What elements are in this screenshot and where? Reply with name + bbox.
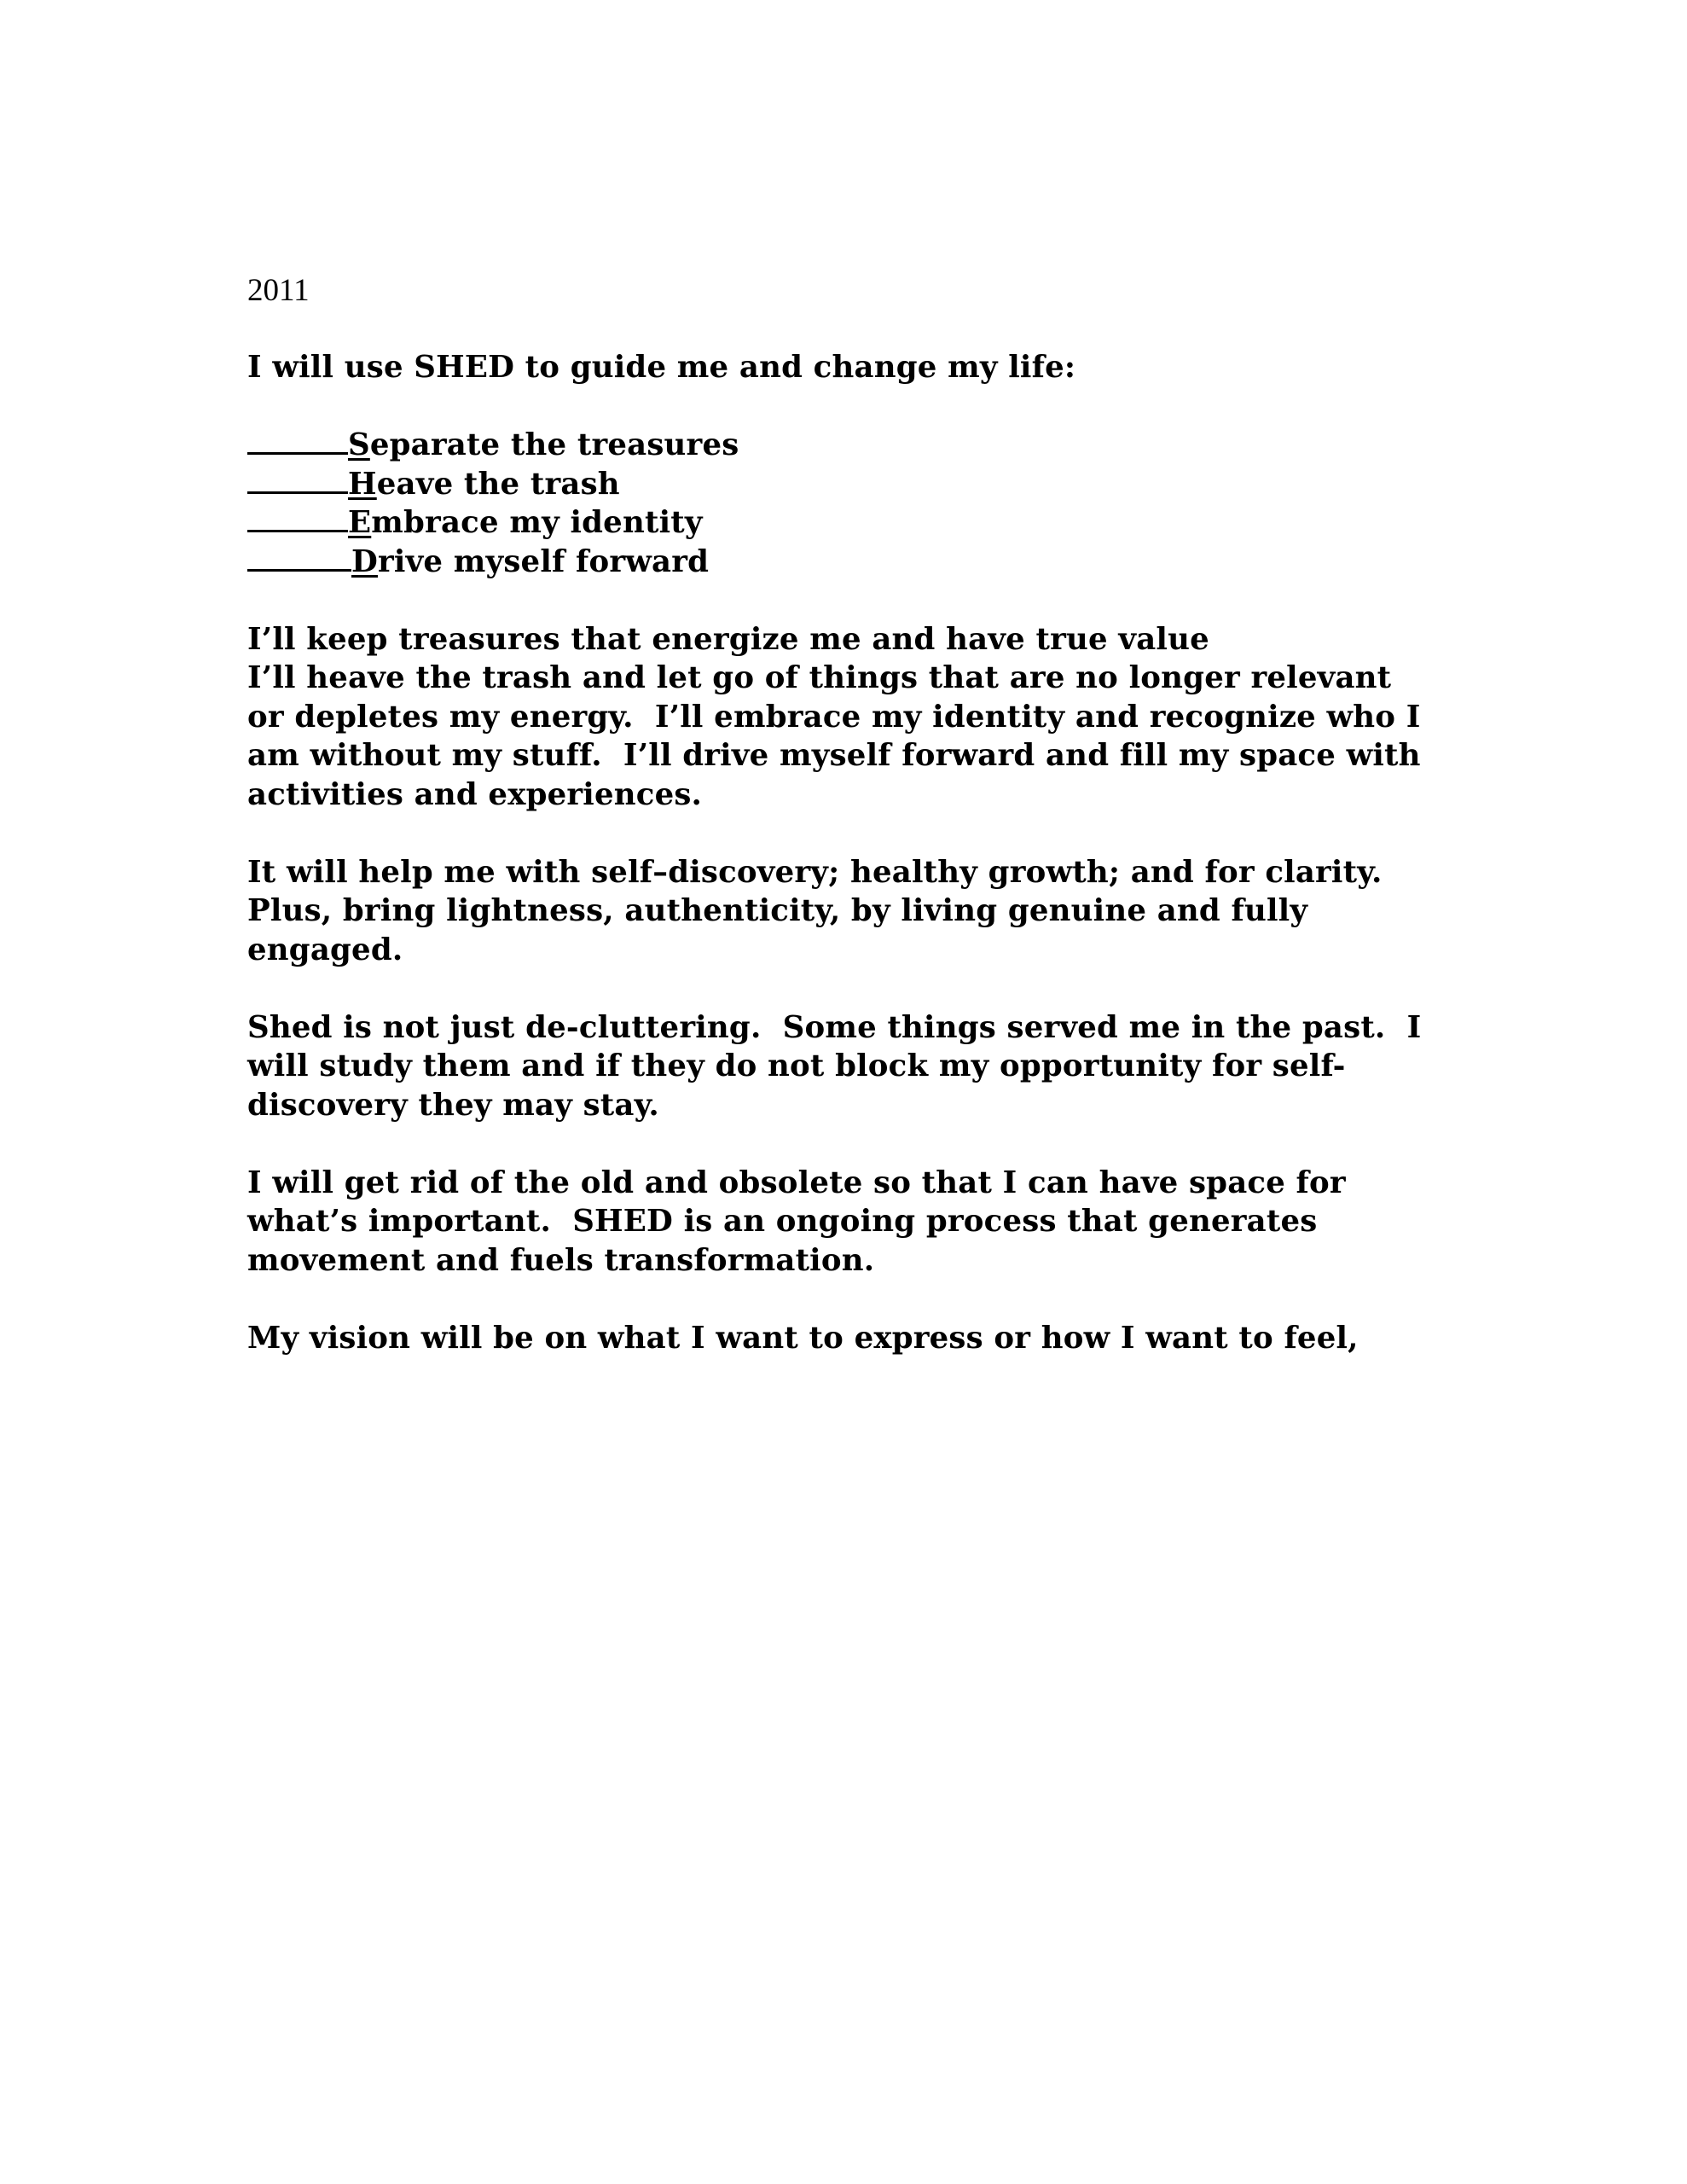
paragraph-line: engaged. (247, 932, 403, 967)
shed-checklist (247, 426, 1475, 581)
paragraph-process (247, 1164, 1475, 1281)
paragraph-line: I will get rid of the old and obsolete so that I can have space for (247, 1165, 1346, 1200)
shed-initial: S (348, 427, 370, 462)
shed-item-separate (247, 426, 1475, 465)
shed-item-text: rive myself forward (378, 543, 710, 579)
paragraph-line: Plus, bring lightness, authenticity, by living genuine and fully (247, 893, 1308, 928)
spacer (247, 814, 1475, 853)
shed-item-drive (247, 543, 1475, 582)
checklist-blank-line (247, 427, 348, 455)
shed-initial: H (348, 466, 377, 502)
paragraph-line: I’ll keep treasures that energize me and have true value (247, 621, 1209, 657)
paragraph-vision (247, 1319, 1475, 1358)
shed-item-text: eparate the treasures (369, 427, 739, 462)
paragraph-line: It will help me with self–discovery; healthy growth; and for clarity. (247, 854, 1383, 890)
shed-item-heave (247, 465, 1475, 504)
spacer (247, 1124, 1475, 1164)
checklist-blank-line (247, 504, 348, 532)
paragraph-line: am without my stuff. I’ll drive myself forward and fill my space with (247, 738, 1421, 773)
checklist-blank-line (247, 466, 348, 494)
paragraph-commitments (247, 620, 1475, 815)
paragraph-benefits (247, 853, 1475, 970)
checklist-blank-line (247, 543, 351, 572)
spacer (247, 969, 1475, 1008)
shed-item-text: eave the trash (376, 466, 620, 502)
paragraph-line: I’ll heave the trash and let go of things that are no longer relevant (247, 660, 1392, 695)
shed-initial: E (348, 505, 372, 540)
shed-initial: D (351, 543, 378, 579)
shed-item-text: mbrace my identity (371, 505, 703, 540)
spacer (247, 387, 1475, 427)
shed-item-embrace (247, 503, 1475, 543)
intro-statement: I will use SHED to guide me and change my life: (247, 350, 1076, 385)
paragraph-not-decluttering (247, 1008, 1475, 1125)
paragraph-line: or depletes my energy. I’ll embrace my identity and recognize who I (247, 699, 1421, 735)
document-body (247, 271, 1475, 1357)
paragraph-line: will study them and if they do not block my opportunity for self- (247, 1048, 1346, 1083)
spacer (247, 581, 1475, 620)
paragraph-line: discovery they may stay. (247, 1087, 659, 1123)
paragraph-line: movement and fuels transformation. (247, 1242, 875, 1278)
document-year: 2011 (247, 273, 310, 308)
spacer (247, 1280, 1475, 1319)
paragraph-line: activities and experiences. (247, 776, 703, 812)
paragraph-line: My vision will be on what I want to express or how I want to feel, (247, 1320, 1359, 1356)
paragraph-line: Shed is not just de-cluttering. Some things served me in the past. I (247, 1009, 1422, 1045)
paragraph-line: what’s important. SHED is an ongoing process that generates (247, 1204, 1318, 1239)
